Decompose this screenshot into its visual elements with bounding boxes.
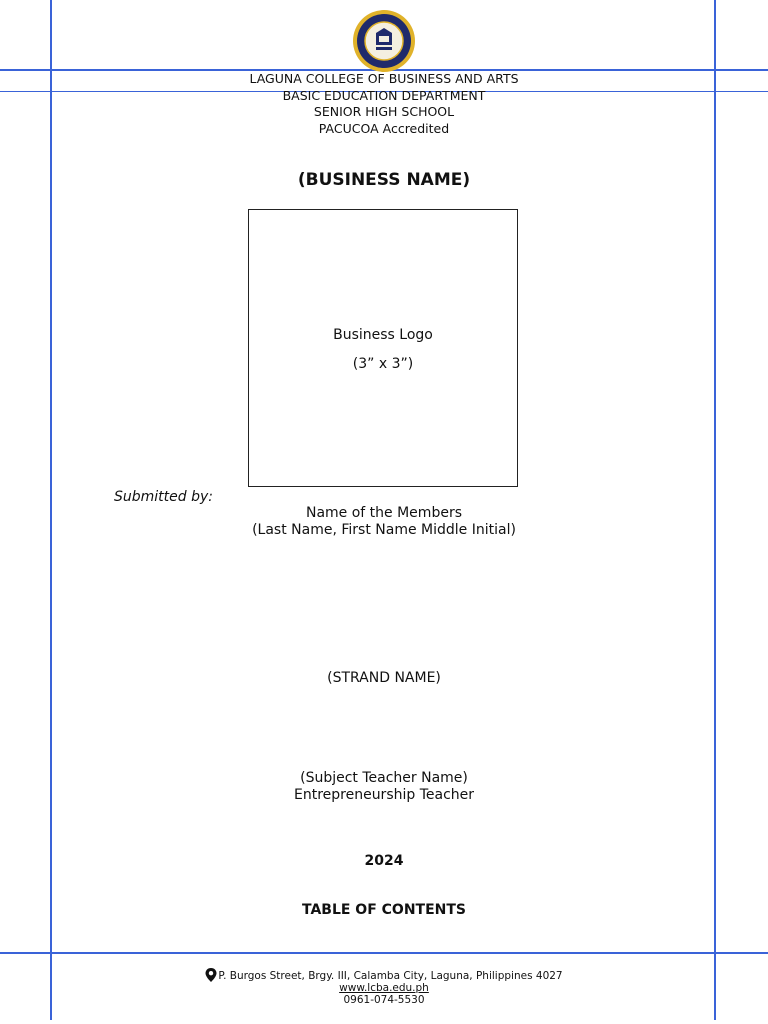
teacher-name: (Subject Teacher Name): [300, 770, 468, 786]
footer-address-line: [0, 968, 768, 982]
teacher-role: Entrepreneurship Teacher: [293, 787, 475, 803]
logo-label: Business Logo: [333, 327, 433, 343]
school-seal-logo: [352, 9, 416, 73]
business-name-title: (BUSINESS NAME): [297, 170, 471, 190]
members-block: [0, 505, 768, 539]
institution-name: LAGUNA COLLEGE OF BUSINESS AND ARTS: [249, 71, 519, 86]
submitted-by-label: Submitted by:: [114, 489, 213, 505]
footer-address: P. Burgos Street, Brgy. III, Calamba City, Laguna, Philippines 4027: [218, 970, 563, 982]
footer: [0, 968, 768, 1006]
footer-website-link[interactable]: www.lcba.edu.ph: [339, 982, 429, 994]
school-level: SENIOR HIGH SCHOOL: [313, 104, 455, 119]
strand-name: (STRAND NAME): [327, 670, 441, 686]
members-format-line: (Last Name, First Name Middle Initial): [252, 522, 516, 538]
business-logo-placeholder: [248, 209, 518, 487]
year: 2024: [364, 853, 404, 869]
letterhead: [0, 71, 768, 137]
department-name: BASIC EDUCATION DEPARTMENT: [282, 87, 486, 103]
teacher-block: [0, 770, 768, 804]
footer-phone: 0961-074-5530: [343, 994, 425, 1006]
members-name-line: Name of the Members: [305, 505, 462, 521]
border-line-bottom: [0, 952, 768, 954]
logo-size: (3” x 3”): [352, 356, 414, 372]
accreditation: PACUCOA Accredited: [318, 120, 450, 136]
table-of-contents-heading: TABLE OF CONTENTS: [301, 902, 467, 918]
location-pin-icon: [205, 968, 217, 982]
